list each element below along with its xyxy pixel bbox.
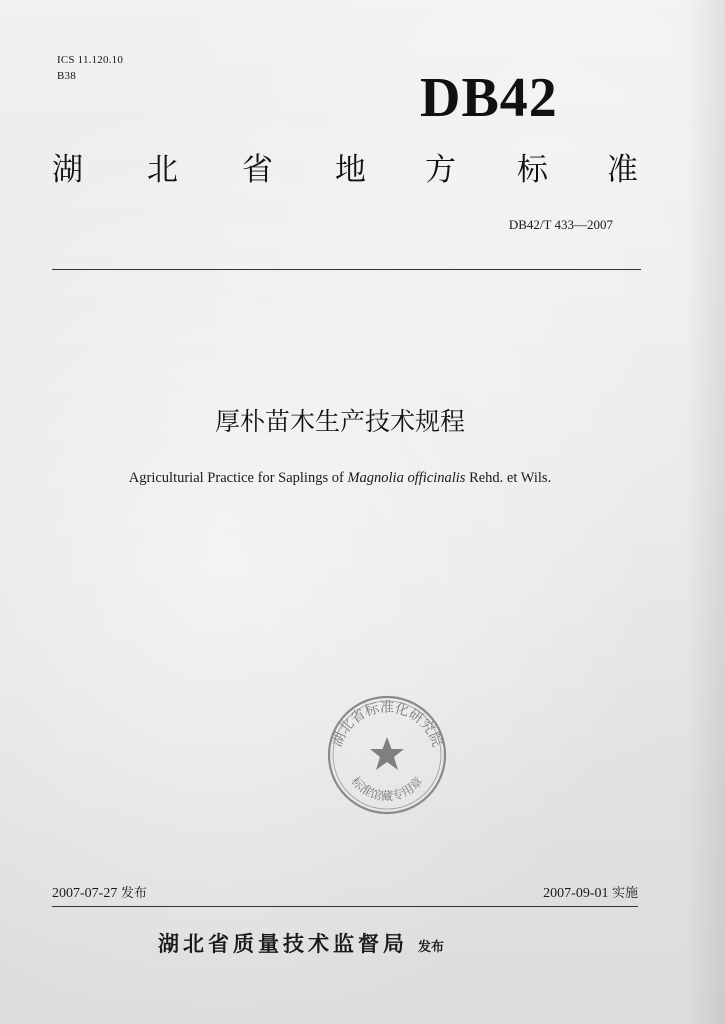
title-english-suffix: Rehd. et Wils. [465,470,552,486]
bottom-divider [52,906,638,907]
standard-type-char: 标 [517,152,548,188]
title-english-species: Magnolia officinalis [347,470,466,486]
title-english-prefix: Agriculturial Practice for Saplings of [128,470,348,486]
standard-type-char: 省 [242,152,273,188]
effective-date-value: 2007-09-01 [543,886,609,901]
seal-bottom-text: 标准馆藏专用章 [348,774,426,804]
category-code: B38 [57,70,76,82]
issue-date [52,884,147,904]
effective-date [470,884,638,904]
seal-top-text: 湖北省标准化研究院 [329,700,445,750]
standard-type-heading [52,145,652,195]
title-chinese: 厚朴苗木生产技术规程 [214,407,465,436]
ics-code: ICS 11.120.10 [57,54,124,66]
title-english [60,468,620,488]
standard-type-char: 湖 [52,152,83,188]
db-logo: DB42 [420,67,558,129]
standard-type-char: 地 [335,152,366,188]
issue-date-value: 2007-07-27 [52,886,118,901]
classification-block [57,52,123,84]
standard-type-char: 方 [425,152,456,188]
issue-date-label: 发布 [120,886,147,901]
issuing-authority [158,928,444,964]
standard-code: DB42/T 433—2007 [508,217,613,232]
top-divider [52,269,641,270]
standard-type-char: 准 [607,152,638,188]
seal-star-icon [370,737,404,770]
scan-edge-shadow [685,0,725,1024]
issuer-action: 发布 [418,940,445,955]
effective-date-label: 实施 [611,886,638,901]
issuer-name: 湖北省质量技术监督局 [158,931,408,956]
library-seal-stamp [322,692,452,818]
standard-type-char: 北 [147,152,178,188]
